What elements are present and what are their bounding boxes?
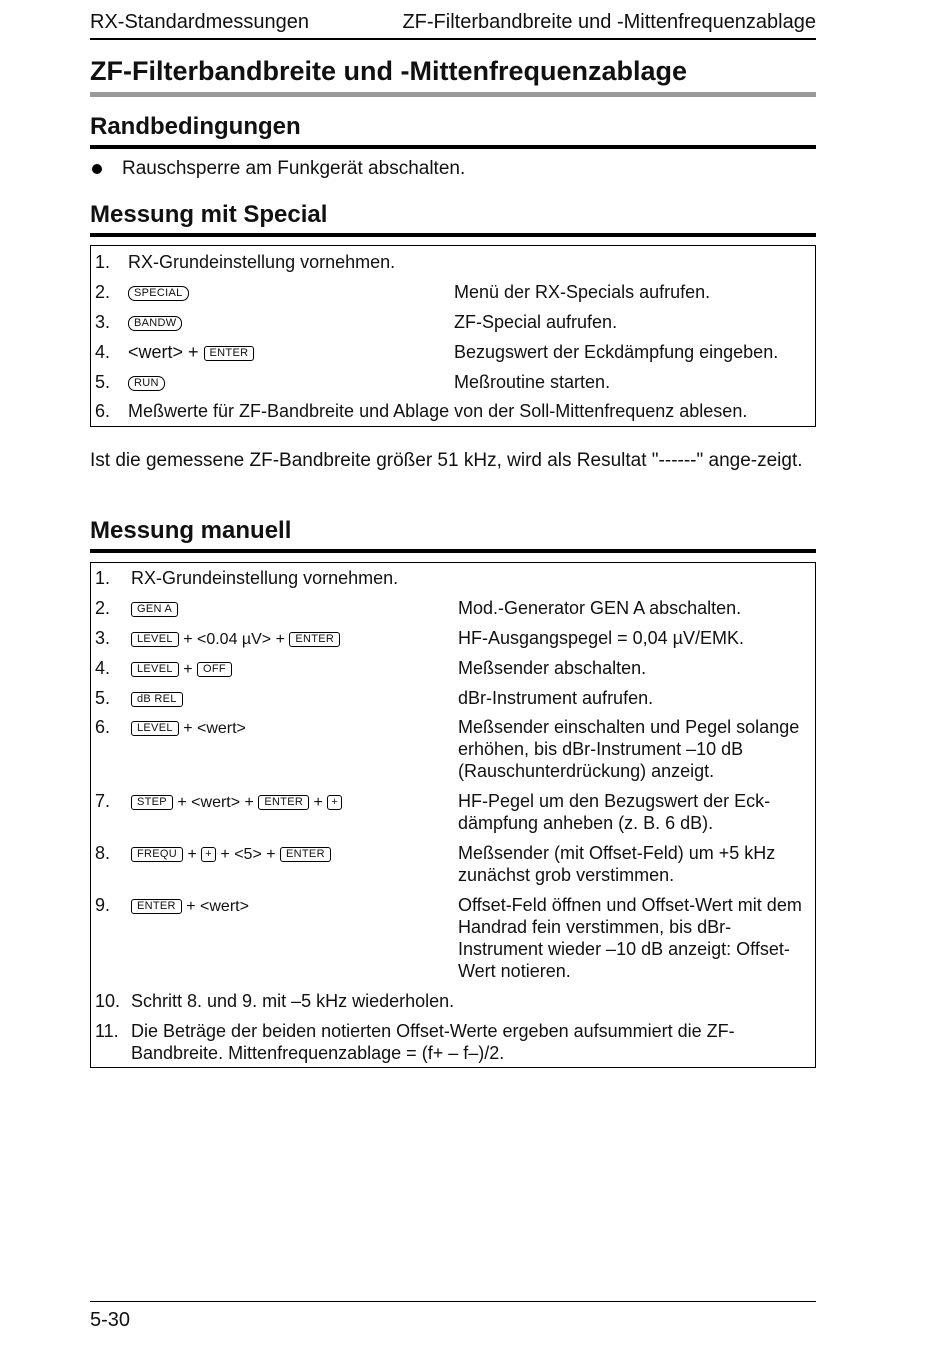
- step-action: [131, 790, 342, 814]
- step-action-text: + <wert> +: [172, 794, 259, 811]
- plus-key: +: [327, 795, 342, 810]
- step-action-text: + <wert>: [181, 898, 249, 915]
- step-description: Meßsender (mit Offset-Feld) um +5 kHz zunächst grob verstimmen.: [458, 843, 776, 885]
- step-description: Meßsender abschalten.: [458, 658, 647, 678]
- step-number: 4.: [95, 658, 111, 678]
- step-action-text: +: [183, 846, 202, 863]
- step-description: Bezugswert der Eckdämpfung eingeben.: [454, 342, 779, 362]
- enter-key: ENTER: [280, 847, 331, 862]
- step-action-text: +: [178, 661, 197, 678]
- step-description: Menü der RX-Specials aufrufen.: [454, 282, 711, 302]
- header-chapter: RX-Standardmessungen: [90, 11, 310, 33]
- step-number: 3.: [95, 312, 111, 332]
- step-description: Meßroutine starten.: [454, 372, 611, 392]
- step-number: 1.: [95, 568, 111, 588]
- heading-special: Messung mit Special: [90, 200, 816, 237]
- note-paragraph: Ist die gemessene ZF-Bandbreite größer 51 kHz, wird als Resultat "------" ange-zeigt.: [90, 450, 803, 471]
- step-description: Meßsender einschalten und Pegel solange erhöhen, bis dBr-Instrument –10 dB (Rauschunterdrückung) anzeigt.: [458, 717, 800, 781]
- enter-key: ENTER: [289, 632, 340, 647]
- step-action: [128, 311, 182, 333]
- step-number: 2.: [95, 282, 111, 302]
- step-description: ZF-Special aufrufen.: [454, 312, 618, 332]
- step-number: 7.: [95, 791, 111, 811]
- header-section: ZF-Filterbandbreite und -Mittenfrequenzablage: [402, 11, 816, 33]
- step-description: dBr-Instrument aufrufen.: [458, 688, 654, 708]
- step-action-text: + <5> +: [215, 846, 281, 863]
- step-action: [131, 716, 246, 740]
- step-number: 10.: [95, 991, 121, 1011]
- step-action: [131, 894, 249, 918]
- step-action-text: + <0.04 µV> +: [178, 631, 290, 648]
- run-key: RUN: [128, 376, 165, 391]
- level-key: LEVEL: [131, 662, 179, 677]
- step-action: [131, 627, 340, 651]
- step-action-text: + <wert>: [178, 720, 246, 737]
- plus-key: +: [201, 847, 216, 862]
- step-text: RX-Grundeinstellung vornehmen.: [128, 252, 396, 272]
- off-key: OFF: [197, 662, 232, 677]
- step-action: [131, 597, 178, 619]
- frequ-key: FREQU: [131, 847, 183, 862]
- bullet-text: Rauschsperre am Funkgerät abschalten.: [122, 158, 466, 179]
- special-steps-box: [90, 245, 816, 427]
- gen-a-key: GEN A: [131, 602, 178, 617]
- step-description: HF-Ausgangspegel = 0,04 µV/EMK.: [458, 628, 745, 648]
- heading-randbedingungen: Randbedingungen: [90, 112, 816, 149]
- step-description: Mod.-Generator GEN A abschalten.: [458, 598, 742, 618]
- footer-rule: [90, 1301, 816, 1302]
- enter-key: ENTER: [258, 795, 309, 810]
- step-number: 8.: [95, 843, 111, 863]
- step-text: Schritt 8. und 9. mit –5 kHz wiederholen.: [131, 991, 455, 1011]
- step-text: Meßwerte für ZF-Bandbreite und Ablage von der Soll-Mittenfrequenz ablesen.: [128, 401, 748, 421]
- heading-manuell: Messung manuell: [90, 516, 816, 553]
- step-number: 5.: [95, 372, 111, 392]
- step-number: 4.: [95, 342, 111, 362]
- step-description: HF-Pegel um den Bezugswert der Eck-dämpfung anheben (z. B. 6 dB).: [458, 791, 771, 833]
- step-number: 3.: [95, 628, 111, 648]
- step-number: 6.: [95, 717, 111, 737]
- enter-key: ENTER: [131, 899, 182, 914]
- running-header: [90, 8, 816, 40]
- step-number: 9.: [95, 895, 111, 915]
- step-key: STEP: [131, 795, 173, 810]
- enter-key: ENTER: [204, 346, 255, 361]
- step-action-text: <wert> +: [128, 342, 204, 362]
- step-action: [128, 371, 165, 393]
- step-action: [131, 842, 331, 866]
- step-number: 6.: [95, 401, 111, 421]
- level-key: LEVEL: [131, 632, 179, 647]
- step-text: Die Beträge der beiden notierten Offset-Werte ergeben aufsummiert die ZF-Bandbreite. Mittenfrequenzablage = (f+ – f–)/2.: [131, 1021, 735, 1063]
- step-text: RX-Grundeinstellung vornehmen.: [131, 568, 399, 588]
- step-action: [131, 657, 232, 681]
- step-number: 1.: [95, 252, 111, 272]
- page-number: 5-30: [90, 1309, 131, 1331]
- step-action: [128, 281, 189, 303]
- manuell-steps-box: [90, 562, 816, 1068]
- document-page: [90, 0, 816, 1352]
- bandw-key: BANDW: [128, 316, 182, 331]
- step-number: 2.: [95, 598, 111, 618]
- step-action: [131, 687, 183, 709]
- step-number: 5.: [95, 688, 111, 708]
- special-key: SPECIAL: [128, 286, 189, 301]
- page-title: ZF-Filterbandbreite und -Mittenfrequenzablage: [90, 54, 816, 97]
- bullet-icon: [92, 164, 102, 174]
- step-action-text: +: [309, 794, 328, 811]
- db-rel-key: dB REL: [131, 692, 183, 707]
- step-description: Offset-Feld öffnen und Offset-Wert mit dem Handrad fein verstimmen, bis dBr-Instrument wieder –10 dB anzeigt: Offset-Wert notieren.: [458, 895, 802, 981]
- step-action: [128, 341, 254, 363]
- step-number: 11.: [95, 1021, 119, 1041]
- level-key: LEVEL: [131, 721, 179, 736]
